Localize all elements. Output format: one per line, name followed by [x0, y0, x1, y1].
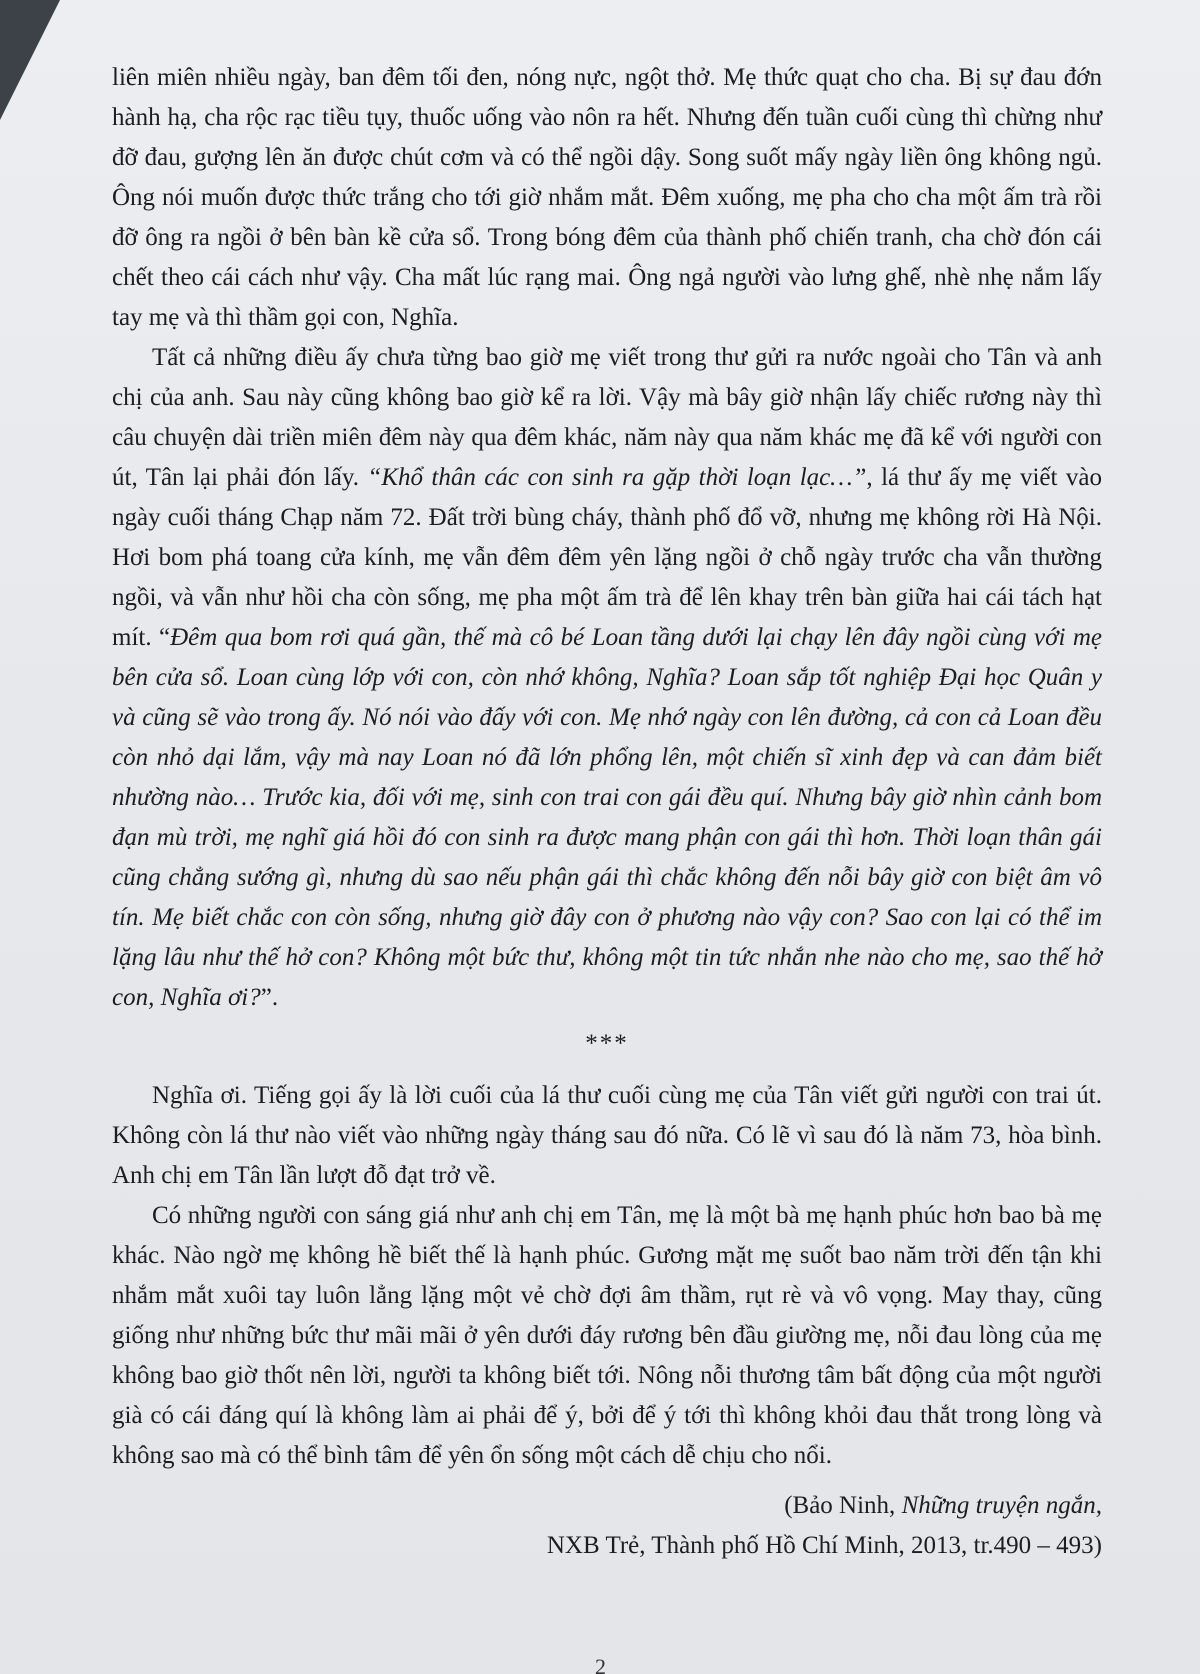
story-excerpt	[112, 58, 1102, 1566]
section-separator: ***	[585, 1030, 629, 1057]
page-number: 2	[595, 1654, 606, 1674]
letter-quote-2: Đêm qua bom rơi quá gần, thế mà cô bé Loan tầng dưới lại chạy lên đây ngồi cùng với mẹ bên cửa sổ. Loan cùng lớp với con, còn nhớ không, Nghĩa? Loan sắp tốt nghiệp Đại học Quân y và cũng sẽ vào trong ấy. Nó nói vào đấy với con. Mẹ nhớ ngày con lên đường, cả con cả Loan đều còn nhỏ dại lắm, vậy mà nay Loan nó đã lớn phổng lên, một chiến sĩ xinh đẹp và can đảm biết nhường nào… Trước kia, đối với mẹ, sinh con trai con gái đều quí. Nhưng bây giờ nhìn cảnh bom đạn mù trời, mẹ nghĩ giá hồi đó con sinh ra được mang phận con gái thì hơn. Thời loạn thân gái cũng chẳng sướng gì, nhưng dù sao nếu phận gái thì chắc không đến nỗi bây giờ con biệt âm vô tín. Mẹ biết chắc con còn sống, nhưng giờ đây con ở phương nào vậy con? Sao con lại có thể im lặng lâu như thế hở con? Không một bức thư, không một tin tức nhắn nhe nào cho mẹ, sao thế hở con, Nghĩa ơi?	[112, 624, 1102, 1011]
citation-publisher: NXB Trẻ, Thành phố Hồ Chí Minh, 2013, tr.490 – 493)	[546, 1532, 1102, 1559]
page-corner-fold	[0, 0, 60, 120]
paragraph-text: , lá thư ấy mẹ viết vào ngày cuối tháng Chạp năm 72. Đất trời bùng cháy, thành phố đổ vỡ, nhưng mẹ không rời Hà Nội. Hơi bom phá toang cửa kính, mẹ vẫn đêm đêm yên lặng ngồi ở chỗ ngày trước cha vẫn thường ngồi, và vẫn như hồi cha còn sống, mẹ pha một ấm trà để lên khay trên bàn giữa hai cái tách hạt mít. “	[112, 464, 1102, 651]
paragraph-mother-happiness: Có những người con sáng giá như anh chị em Tân, mẹ là một bà mẹ hạnh phúc hơn bao bà mẹ khác. Nào ngờ mẹ không hề biết thế là hạnh phúc. Gương mặt mẹ suốt bao năm trời đến tận khi nhắm mắt xuôi tay luôn lẳng lặng một vẻ chờ đợi âm thầm, rụt rè và vô vọng. May thay, cũng giống như những bức thư mãi mãi ở yên dưới đáy rương bên đầu giường mẹ, nỗi đau lòng của mẹ không bao giờ thốt nên lời, người ta không biết tới. Nông nỗi thương tâm bất động của một người già có cái đáng quí là không làm ai phải để ý, bởi để ý tới thì không khỏi đau thắt trong lòng và không sao mà có thể bình tâm để yên ổn sống một cách dễ chịu cho nổi.	[112, 1202, 1102, 1469]
paragraph-text: Tất cả những điều ấy chưa từng bao giờ mẹ viết trong thư gửi ra nước ngoài cho Tân và anh chị của anh. Sau này cũng không bao giờ kể ra lời. Vậy mà bây giờ nhận lấy chiếc rương này thì câu chuyện dài triền miên đêm này qua đêm khác, năm này qua năm khác mẹ đã kể với người con út, Tân lại phải đón lấy.	[112, 344, 1102, 491]
source-citation	[112, 1486, 1102, 1566]
paragraph-mother-letter	[112, 338, 1102, 1018]
paragraph-father-death: liên miên nhiều ngày, ban đêm tối đen, nóng nực, ngột thở. Mẹ thức quạt cho cha. Bị sự đau đớn hành hạ, cha rộc rạc tiều tụy, thuốc uống vào nôn ra hết. Nhưng đến tuần cuối cùng thì chừng như đỡ đau, gượng lên ăn được chút cơm và có thể ngồi dậy. Song suốt mấy ngày liền ông không ngủ. Ông nói muốn được thức trắng cho tới giờ nhắm mắt. Đêm xuống, mẹ pha cho cha một ấm trà rồi đỡ ông ra ngồi ở bên bàn kề cửa sổ. Trong bóng đêm của thành phố chiến tranh, cha chờ đón cái chết theo cái cách như vậy. Cha mất lúc rạng mai. Ông ngả người vào lưng ghế, nhè nhẹ nắm lấy tay mẹ và thì thầm gọi con, Nghĩa.	[112, 64, 1102, 331]
citation-author: (Bảo Ninh,	[784, 1492, 902, 1519]
citation-line-1	[112, 1486, 1102, 1526]
paragraph-last-letter: Nghĩa ơi. Tiếng gọi ấy là lời cuối của lá thư cuối cùng mẹ của Tân viết gửi người con trai út. Không còn lá thư nào viết vào những ngày tháng sau đó nữa. Có lẽ vì sau đó là năm 73, hòa bình. Anh chị em Tân lần lượt đỗ đạt trở về.	[112, 1082, 1102, 1189]
letter-quote-1: “Khổ thân các con sinh ra gặp thời loạn lạc…”	[367, 464, 867, 491]
paragraph-text: ”.	[260, 984, 279, 1011]
citation-book-title: Những truyện ngắn,	[901, 1492, 1102, 1519]
